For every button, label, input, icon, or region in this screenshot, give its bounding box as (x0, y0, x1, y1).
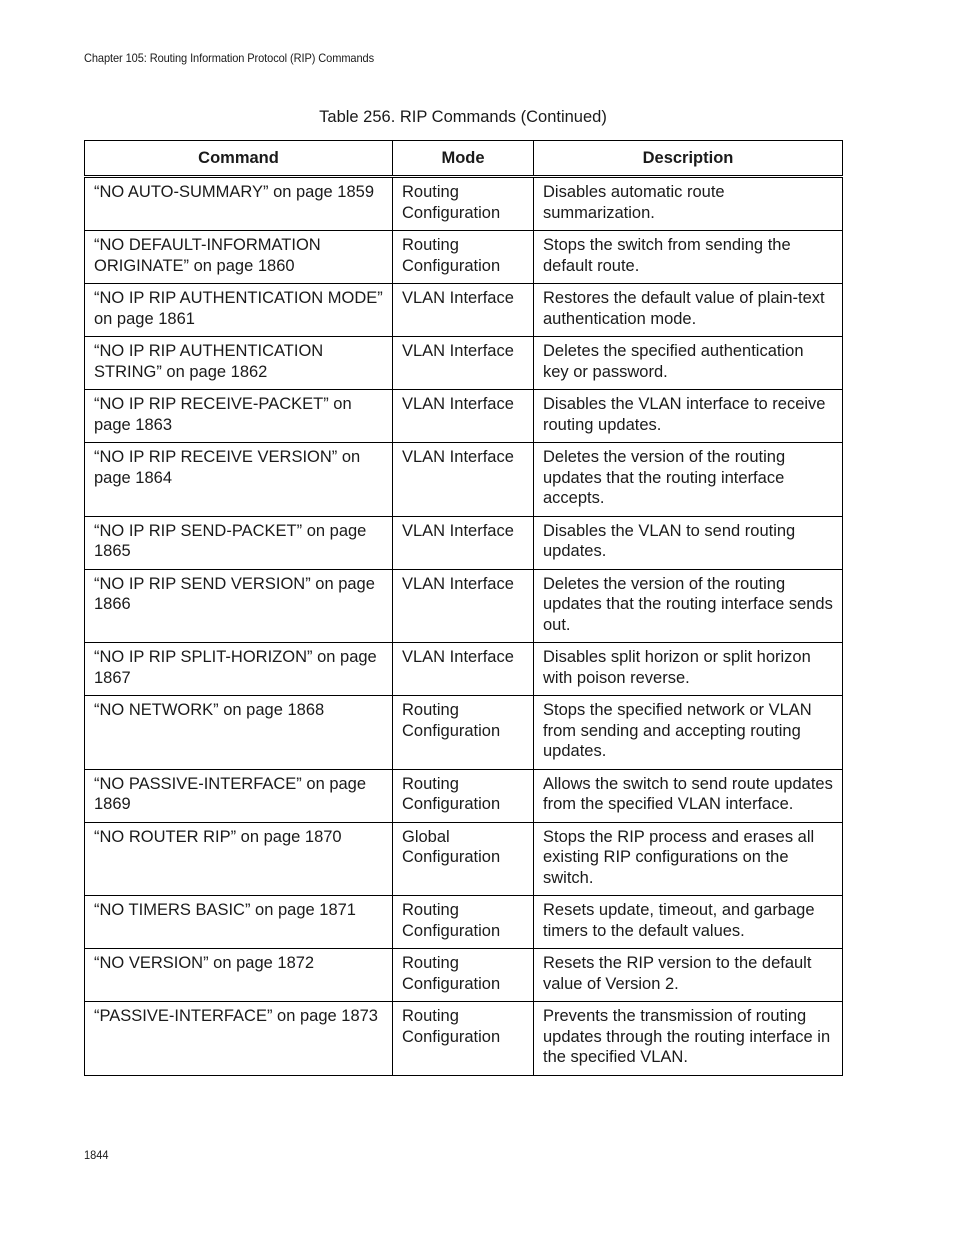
table-row (85, 1002, 843, 1076)
rip-commands-table (84, 140, 843, 1076)
table-row (85, 769, 843, 822)
description-cell: Disables the VLAN to send routing updates. (534, 516, 843, 569)
mode-cell: VLAN Interface (393, 284, 534, 337)
description-cell: Deletes the specified authentication key or password. (534, 337, 843, 390)
command-cell: “NO IP RIP AUTHENTICATION STRING” on page 1862 (85, 337, 393, 390)
table-row (85, 443, 843, 517)
mode-cell: Routing Configuration (393, 769, 534, 822)
table-row (85, 643, 843, 696)
command-cell: “NO IP RIP RECEIVE-PACKET” on page 1863 (85, 390, 393, 443)
command-cell: “NO NETWORK” on page 1868 (85, 696, 393, 770)
description-cell: Resets update, timeout, and garbage timers to the default values. (534, 896, 843, 949)
table-row (85, 949, 843, 1002)
mode-cell: Routing Configuration (393, 696, 534, 770)
column-header-command: Command (85, 141, 393, 177)
command-cell: “NO IP RIP SEND VERSION” on page 1866 (85, 569, 393, 643)
command-cell: “NO IP RIP AUTHENTICATION MODE” on page 1861 (85, 284, 393, 337)
description-cell: Disables split horizon or split horizon with poison reverse. (534, 643, 843, 696)
table-caption: Table 256. RIP Commands (Continued) (319, 108, 607, 126)
command-cell: “PASSIVE-INTERFACE” on page 1873 (85, 1002, 393, 1076)
mode-cell: Routing Configuration (393, 896, 534, 949)
mode-cell: VLAN Interface (393, 643, 534, 696)
mode-cell: VLAN Interface (393, 337, 534, 390)
mode-cell: VLAN Interface (393, 390, 534, 443)
description-cell: Stops the switch from sending the default route. (534, 231, 843, 284)
mode-cell: Routing Configuration (393, 177, 534, 231)
table-row (85, 177, 843, 231)
running-header: Chapter 105: Routing Information Protocol (RIP) Commands (84, 51, 375, 65)
command-cell: “NO IP RIP RECEIVE VERSION” on page 1864 (85, 443, 393, 517)
table-row (85, 337, 843, 390)
description-cell: Deletes the version of the routing updates that the routing interface sends out. (534, 569, 843, 643)
table-header-row (85, 141, 843, 177)
table-row (85, 896, 843, 949)
command-cell: “NO VERSION” on page 1872 (85, 949, 393, 1002)
table-row (85, 822, 843, 896)
command-cell: “NO PASSIVE-INTERFACE” on page 1869 (85, 769, 393, 822)
description-cell: Disables the VLAN interface to receive routing updates. (534, 390, 843, 443)
description-cell: Stops the specified network or VLAN from sending and accepting routing updates. (534, 696, 843, 770)
column-header-mode: Mode (393, 141, 534, 177)
column-header-description: Description (534, 141, 843, 177)
command-cell: “NO DEFAULT-INFORMATION ORIGINATE” on page 1860 (85, 231, 393, 284)
description-cell: Disables automatic route summarization. (534, 177, 843, 231)
table-row (85, 696, 843, 770)
description-cell: Restores the default value of plain-text authentication mode. (534, 284, 843, 337)
command-cell: “NO TIMERS BASIC” on page 1871 (85, 896, 393, 949)
mode-cell: Routing Configuration (393, 949, 534, 1002)
table-body (85, 177, 843, 1076)
command-cell: “NO ROUTER RIP” on page 1870 (85, 822, 393, 896)
mode-cell: VLAN Interface (393, 443, 534, 517)
command-cell: “NO IP RIP SEND-PACKET” on page 1865 (85, 516, 393, 569)
description-cell: Resets the RIP version to the default value of Version 2. (534, 949, 843, 1002)
mode-cell: Routing Configuration (393, 231, 534, 284)
description-cell: Prevents the transmission of routing updates through the routing interface in the specified VLAN. (534, 1002, 843, 1076)
table-row (85, 516, 843, 569)
description-cell: Allows the switch to send route updates from the specified VLAN interface. (534, 769, 843, 822)
mode-cell: VLAN Interface (393, 569, 534, 643)
mode-cell: Routing Configuration (393, 1002, 534, 1076)
command-cell: “NO IP RIP SPLIT-HORIZON” on page 1867 (85, 643, 393, 696)
table-row (85, 284, 843, 337)
mode-cell: Global Configuration (393, 822, 534, 896)
description-cell: Stops the RIP process and erases all existing RIP configurations on the switch. (534, 822, 843, 896)
page-number: 1844 (84, 1148, 109, 1162)
table-row (85, 390, 843, 443)
mode-cell: VLAN Interface (393, 516, 534, 569)
description-cell: Deletes the version of the routing updates that the routing interface accepts. (534, 443, 843, 517)
table-row (85, 569, 843, 643)
rip-commands-table-container (84, 140, 842, 1076)
command-cell: “NO AUTO-SUMMARY” on page 1859 (85, 177, 393, 231)
table-row (85, 231, 843, 284)
